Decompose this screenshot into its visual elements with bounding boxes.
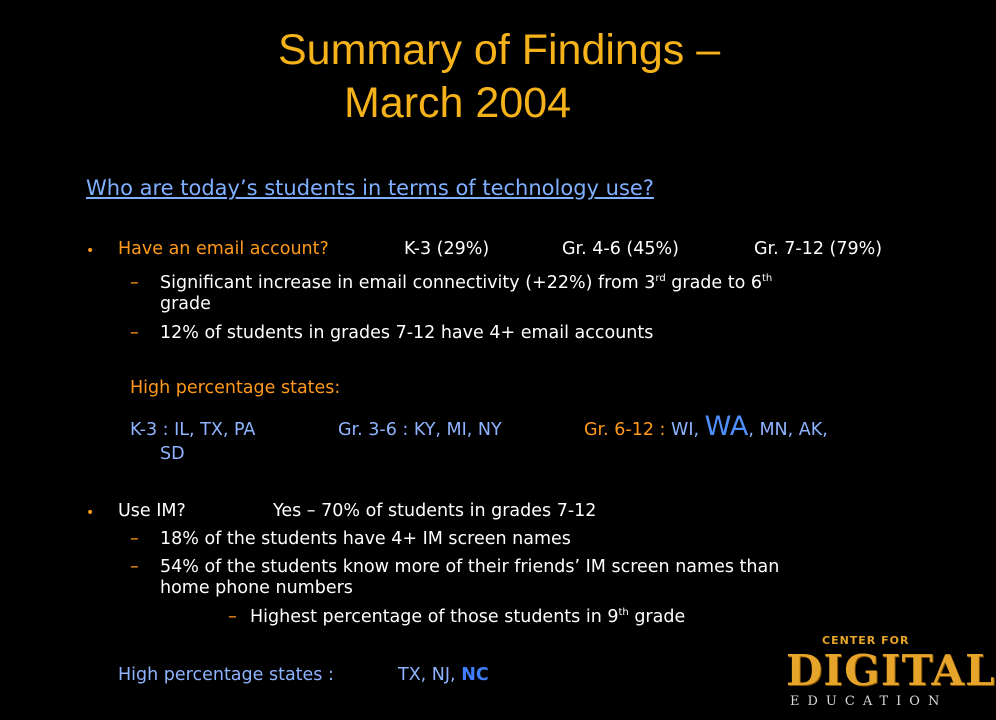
email-sub1-line2: grade	[160, 294, 211, 314]
im-sub2-line2: home phone numbers	[160, 578, 353, 598]
bullet-email: •	[86, 243, 95, 259]
email-states-heading: High percentage states:	[130, 378, 341, 398]
slide-title-line2: March 2004	[344, 79, 572, 127]
dash-email-sub1: –	[130, 273, 139, 293]
im-states-label: High percentage states :	[118, 665, 334, 685]
im-sub2-line1: 54% of the students know more of their friends’ IM screen names than	[160, 557, 780, 577]
dash-im-sub1: –	[130, 529, 139, 549]
email-k3-stat: K-3 (29%)	[404, 239, 490, 259]
email-sub1-line1: Significant increase in email connectivity (+22%) from 3rd grade to 6th	[160, 273, 773, 293]
email-g612-states: Gr. 6-12 : WI, WA, MN, AK,	[584, 411, 828, 442]
im-sub1: 18% of the students have 4+ IM screen names	[160, 529, 571, 549]
email-g36-states: Gr. 3-6 : KY, MI, NY	[338, 420, 502, 440]
dash-email-sub2: –	[130, 323, 139, 343]
logo-text-top: CENTER FOR	[822, 634, 910, 647]
logo-text-main: DIGITAL	[786, 646, 996, 695]
email-g46-stat: Gr. 4-6 (45%)	[562, 239, 679, 259]
email-question: Have an email account?	[118, 239, 329, 259]
logo-text-bottom: EDUCATION	[790, 694, 948, 709]
slide-title-line1: Summary of Findings –	[278, 26, 721, 74]
im-states-values: TX, NJ, NC	[398, 665, 489, 685]
email-g712-stat: Gr. 7-12 (79%)	[754, 239, 883, 259]
im-question: Use IM?	[118, 501, 186, 521]
center-for-digital-education-logo	[786, 622, 996, 712]
im-sub3: Highest percentage of those students in 9th grade	[250, 607, 686, 627]
dash-im-sub2: –	[130, 557, 139, 577]
im-answer: Yes – 70% of students in grades 7-12	[273, 501, 597, 521]
bullet-im: •	[86, 505, 95, 521]
email-sub2: 12% of students in grades 7-12 have 4+ email accounts	[160, 323, 654, 343]
section-heading: Who are today’s students in terms of technology use?	[86, 176, 654, 200]
email-g612-states-cont: SD	[160, 444, 185, 464]
dash-im-sub3: –	[228, 607, 237, 627]
email-k3-states: K-3 : IL, TX, PA	[130, 420, 256, 440]
